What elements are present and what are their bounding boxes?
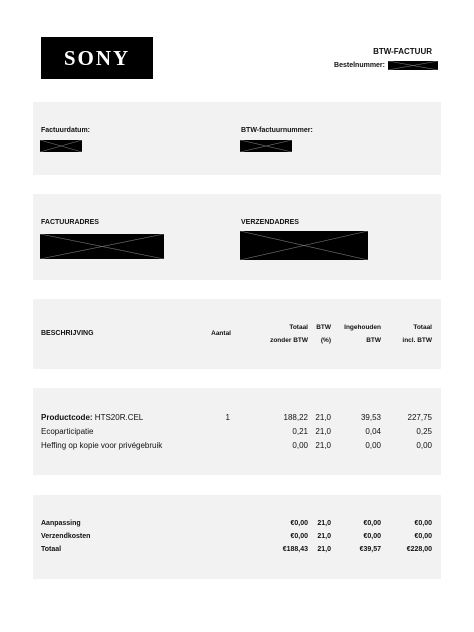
- item-vat: 21,0: [315, 413, 331, 422]
- column-header-panel: [33, 299, 441, 369]
- table-row: [41, 441, 162, 450]
- item-withheld: 0,04: [365, 427, 381, 436]
- col-total-ex-line2: zonder BTW: [270, 337, 308, 344]
- item-quantity: 1: [225, 413, 230, 422]
- totals-label-total: Totaal: [41, 546, 62, 553]
- item-label: Productcode:: [41, 413, 93, 422]
- col-withheld-line2: BTW: [366, 337, 381, 344]
- item-total-ex: 0,21: [292, 427, 308, 436]
- item-description: Heffing op kopie voor privégebruik: [41, 441, 163, 450]
- redacted-shipping-address: [240, 231, 368, 260]
- totals-total-ex: €0,00: [290, 520, 308, 527]
- item-total-inc: 0,00: [416, 441, 432, 450]
- totals-total-inc: €0,00: [414, 533, 432, 540]
- invoice-number-label: BTW-factuurnummer:: [241, 127, 313, 134]
- shipping-address-label: VERZENDADRES: [241, 219, 299, 226]
- col-vat-line1: BTW: [316, 324, 331, 331]
- col-vat: [316, 321, 331, 347]
- order-number-label: Bestelnummer:: [334, 62, 385, 69]
- table-row: [41, 413, 143, 422]
- item-total-ex: 188,22: [283, 413, 308, 422]
- item-description: HTS20R.CEL: [94, 413, 144, 422]
- col-description: BESCHRIJVING: [41, 330, 94, 337]
- col-withheld-line1: Ingehouden: [344, 324, 381, 331]
- col-total-inc: [402, 321, 432, 347]
- totals-label-shipping: Verzendkosten: [41, 533, 91, 540]
- redacted-invoice-number: [240, 140, 292, 152]
- col-quantity: Aantal: [211, 330, 231, 337]
- item-total-ex: 0,00: [292, 441, 308, 450]
- redacted-billing-address: [40, 234, 164, 259]
- totals-total-ex: €188,43: [282, 546, 308, 553]
- line-items-panel: [33, 388, 441, 475]
- col-total-ex-line1: Totaal: [289, 324, 308, 331]
- redacted-order-number: [388, 61, 438, 70]
- col-withheld: [344, 321, 381, 347]
- billing-address-label: FACTUURADRES: [41, 219, 99, 226]
- invoice-date-label: Factuurdatum:: [41, 127, 90, 134]
- col-total-ex: [270, 321, 308, 347]
- sony-logo: SONY: [41, 37, 153, 79]
- item-vat: 21,0: [315, 427, 331, 436]
- item-description: Ecoparticipatie: [41, 427, 94, 436]
- col-vat-line2: (%): [320, 337, 331, 344]
- invoice-info-panel: [33, 102, 441, 175]
- table-row: [41, 427, 93, 436]
- totals-total-inc: €228,00: [406, 546, 432, 553]
- col-total-inc-line2: incl. BTW: [402, 337, 432, 344]
- totals-withheld: €0,00: [363, 533, 381, 540]
- order-number-row: [334, 61, 438, 70]
- item-withheld: 39,53: [360, 413, 381, 422]
- totals-vat: 21,0: [317, 546, 331, 553]
- totals-panel: [33, 495, 441, 579]
- item-vat: 21,0: [315, 441, 331, 450]
- item-total-inc: 227,75: [407, 413, 432, 422]
- col-total-inc-line1: Totaal: [413, 324, 432, 331]
- totals-total-ex: €0,00: [290, 533, 308, 540]
- redacted-invoice-date: [40, 140, 82, 152]
- totals-withheld: €0,00: [363, 520, 381, 527]
- invoice-title: BTW-FACTUUR: [373, 47, 432, 56]
- item-withheld: 0,00: [365, 441, 381, 450]
- totals-vat: 21,0: [317, 520, 331, 527]
- totals-total-inc: €0,00: [414, 520, 432, 527]
- totals-withheld: €39,57: [359, 546, 381, 553]
- address-panel: [33, 194, 441, 280]
- item-total-inc: 0,25: [416, 427, 432, 436]
- totals-label-adjustment: Aanpassing: [41, 520, 81, 527]
- totals-vat: 21,0: [317, 533, 331, 540]
